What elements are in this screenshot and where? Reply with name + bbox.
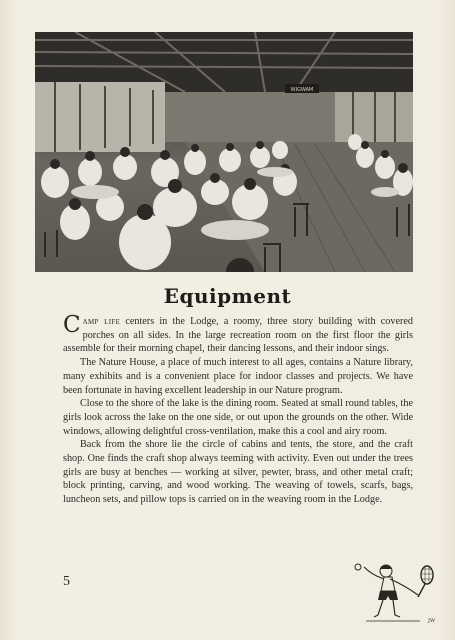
tennis-player-illustration <box>350 555 445 635</box>
tennis-racket-icon <box>421 566 433 584</box>
photo-sign: WIGWAM <box>290 87 314 93</box>
dining-hall-photo <box>35 32 413 272</box>
page-heading: Equipment <box>163 284 292 308</box>
paragraph-nature-house: The Nature House, a place of much interest to all ages, contains a Nature library, many exhibits and is a convenient place for indoor classes and projects. We have been fortunate in having excellent leadership in our Nature program. <box>63 357 413 396</box>
page-number: 5 <box>63 574 70 589</box>
paragraph-dining-room: Close to the shore of the lake is the dining room. Seated at small round tables, the girls look across the lake on the one side, or out upon the grounds on the other. Wide windows, allowing delightful cross-ventilation, make this a cool and airy room. <box>63 398 413 437</box>
dining-hall-photo-drawing <box>35 32 413 272</box>
lead-in: amp life <box>82 316 121 327</box>
paragraph-intro <box>63 312 413 356</box>
paragraph-text: centers in the Lodge, a roomy, three story building with covered porches on all sides. In the large recreation room on the first floor the girls assemble for their morning chapel, their dancing lessons, and their indoor sings. <box>63 316 413 355</box>
paragraph-craft-shop: Back from the shore lie the circle of cabins and tents, the store, and the craft shop. One finds the craft shop always teeming with activity. Even out under the trees girls are busy at benches — working at silver, pewter, brass, and other metal craft; block printing, carving, and wood working. The weaving of towels, scarfs, bags, luncheon sets, and pillow tops is carried on in the weaving room in the Lodge. <box>63 439 413 506</box>
illustrator-signature: JW <box>428 618 436 624</box>
tennis-player-drawing <box>350 555 445 635</box>
tennis-ball-icon <box>355 564 361 570</box>
drop-cap: C <box>63 312 81 338</box>
body-text <box>63 312 413 507</box>
